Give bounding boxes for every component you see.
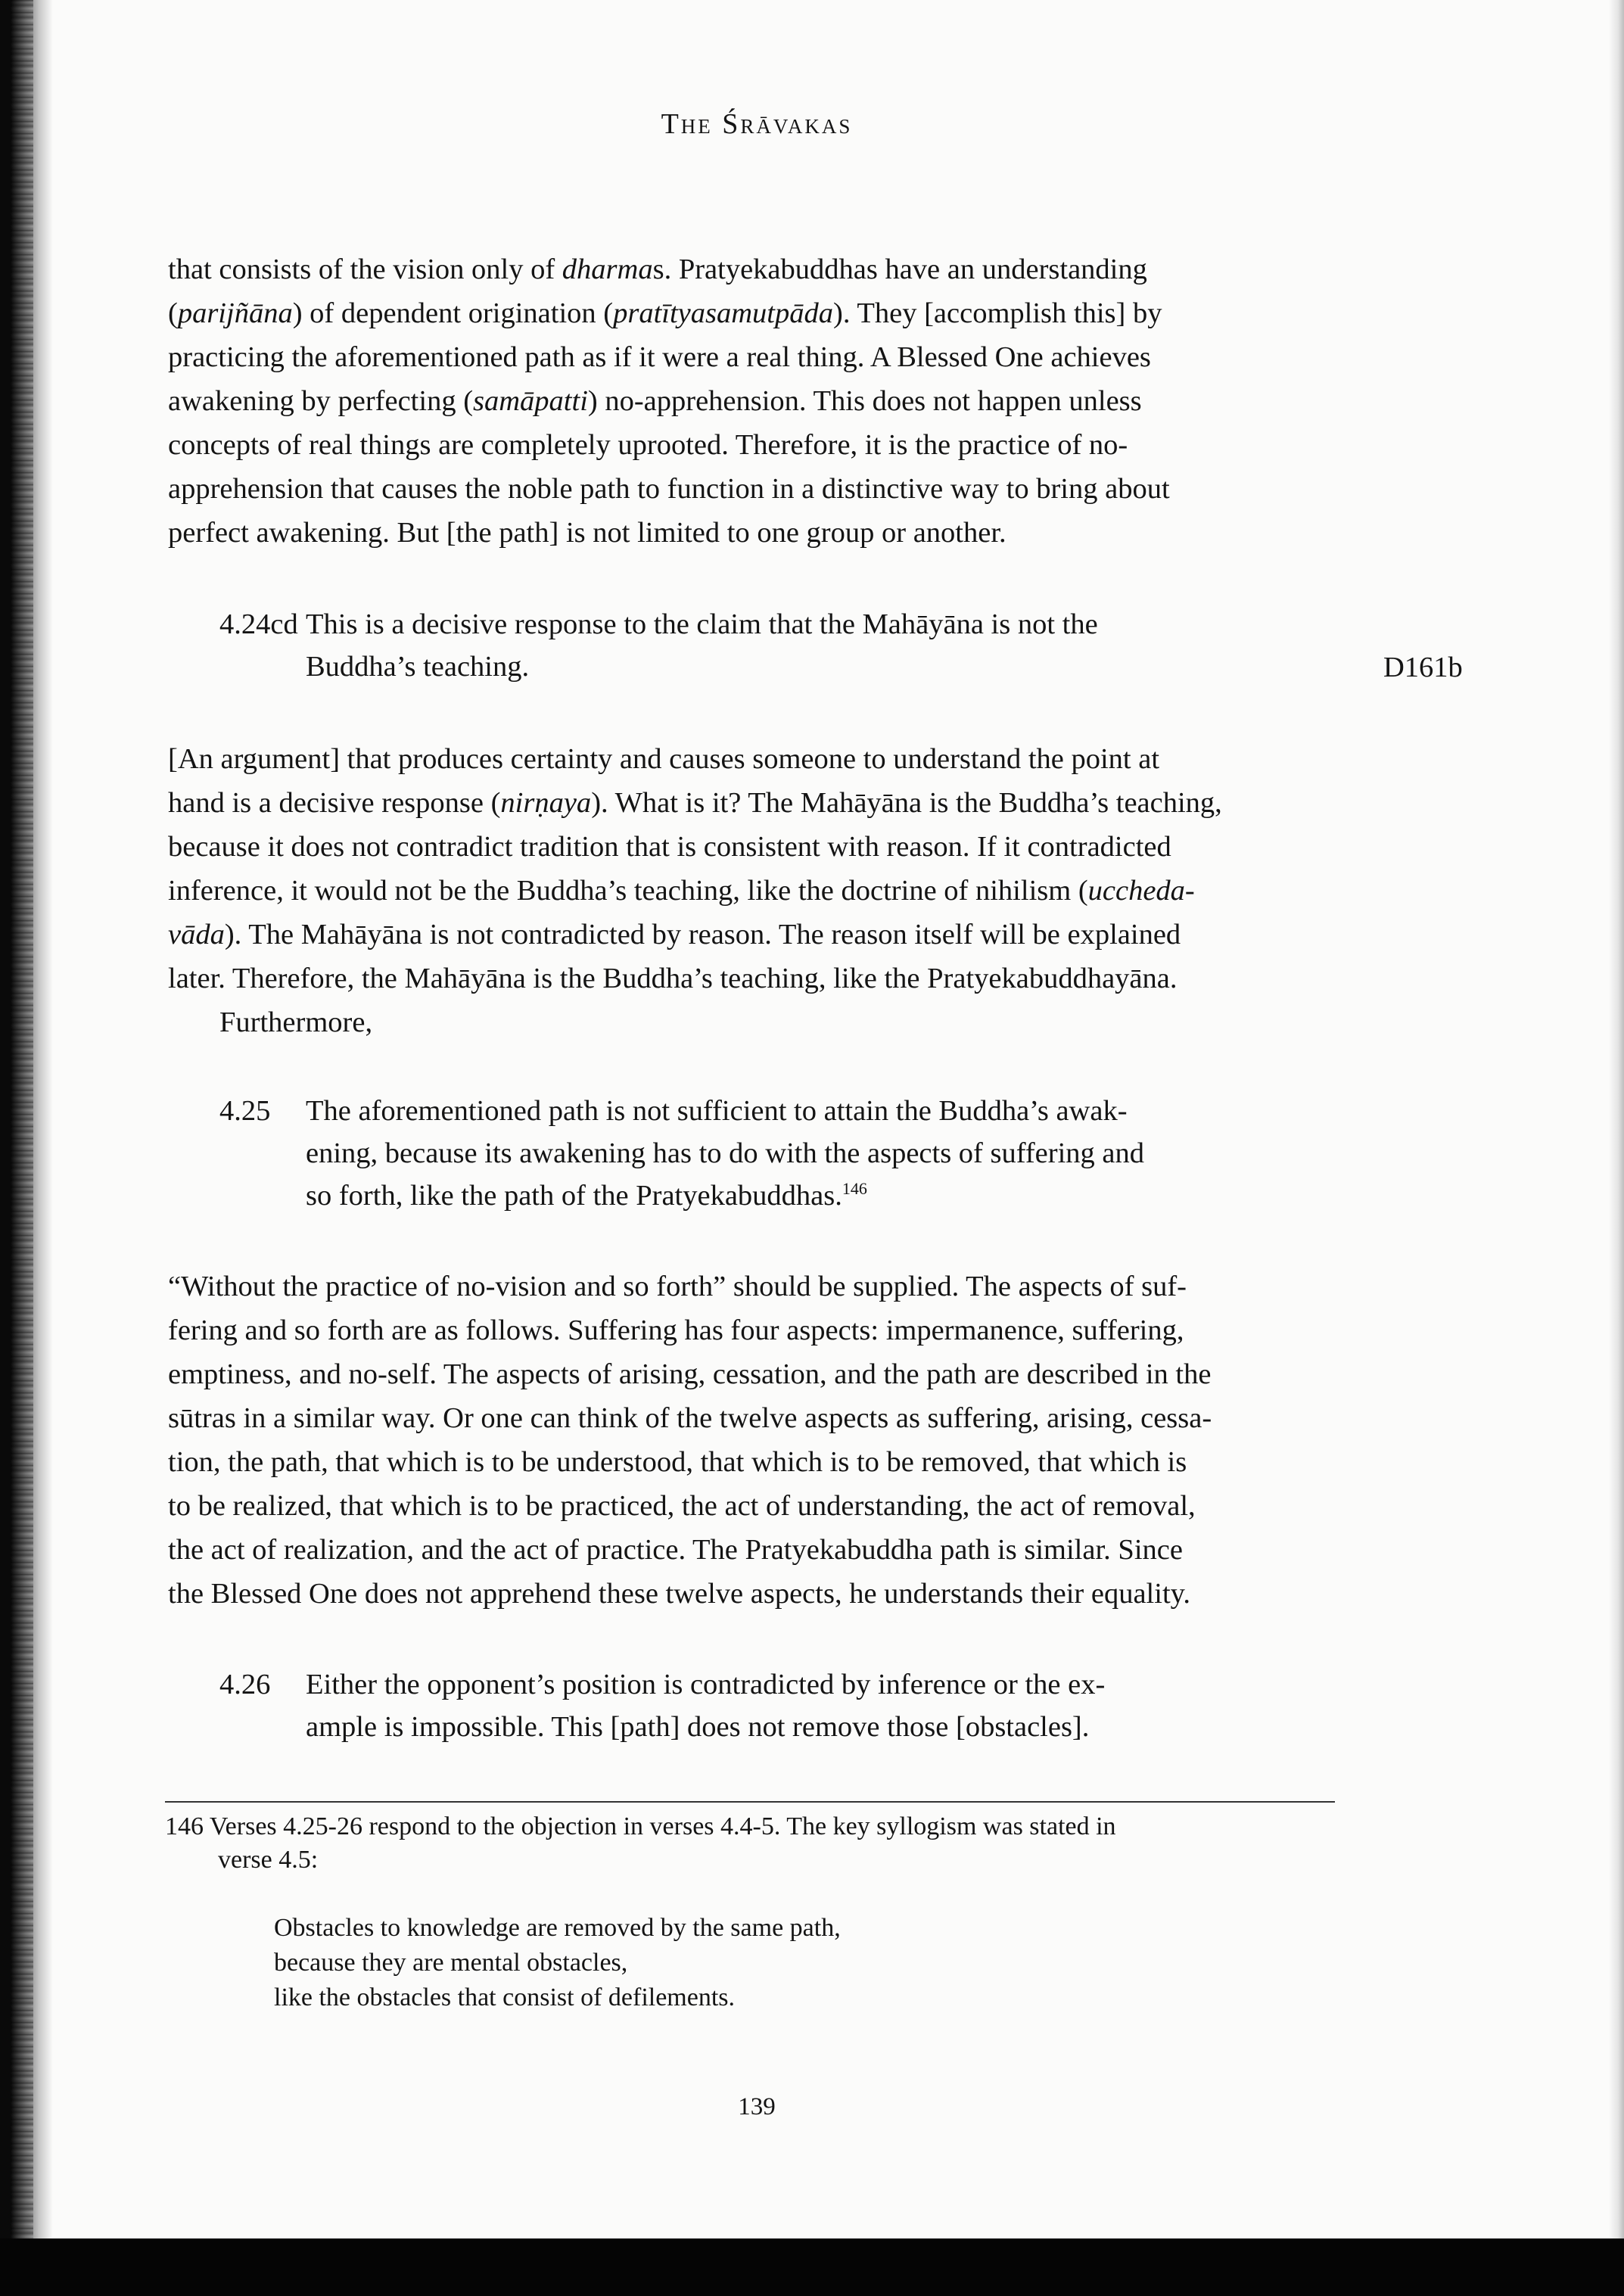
verse-number: 4.24cd	[219, 608, 298, 640]
verse-line: Buddha’s teaching.	[306, 651, 530, 683]
para3-line: “Without the practice of no-vision and so forth” should be supplied. The aspects of suf-	[168, 1271, 1187, 1302]
verse-line: Either the opponent’s position is contradicted by inference or the ex-	[306, 1669, 1106, 1700]
para1-line: (parijñāna) of dependent origination (pratītyasamutpāda). They [accomplish this] by	[168, 297, 1162, 329]
verse-4-26	[219, 1663, 1279, 1748]
footnote-syllogism	[274, 1911, 841, 2015]
scan-bottom-edge	[0, 2238, 1624, 2296]
para1-line: perfect awakening. But [the path] is not limited to one group or another.	[168, 517, 1006, 549]
para2-line: later. Therefore, the Mahāyāna is the Buddha’s teaching, like the Pratyekabuddhayāna.	[168, 963, 1178, 994]
verse-4-24cd	[219, 603, 1279, 688]
page-number: 139	[738, 2093, 776, 2120]
verse-line: ample is impossible. This [path] does not remove those [obstacles].	[306, 1711, 1090, 1743]
syllogism-line: because they are mental obstacles,	[274, 1949, 628, 1977]
para3-line: fering and so forth are as follows. Suffering has four aspects: impermanence, suffering,	[168, 1314, 1184, 1346]
para1-line: concepts of real things are completely uprooted. Therefore, it is the practice of no-	[168, 429, 1128, 461]
marginal-reference: D161b	[1383, 652, 1463, 683]
para1-line: that consists of the vision only of dharmas. Pratyekabuddhas have an understanding	[168, 254, 1147, 285]
running-head: The Śrāvakas	[661, 108, 853, 140]
verse-line: This is a decisive response to the claim that the Mahāyāna is not the	[306, 608, 1098, 640]
verse-line: The aforementioned path is not sufficient to attain the Buddha’s awak-	[306, 1095, 1128, 1127]
para2-line: hand is a decisive response (nirṇaya). What is it? The Mahāyāna is the Buddha’s teaching,	[168, 787, 1222, 819]
para1-line: practicing the aforementioned path as if it were a real thing. A Blessed One achieves	[168, 341, 1151, 373]
para3-line: tion, the path, that which is to be understood, that which is to be removed, that which is	[168, 1446, 1187, 1478]
verse-number: 4.25	[219, 1095, 271, 1127]
footnote-146	[165, 1810, 1335, 1877]
para3-line: to be realized, that which is to be practiced, the act of understanding, the act of removal,	[168, 1490, 1196, 1522]
syllogism-line: Obstacles to knowledge are removed by the same path,	[274, 1914, 841, 1942]
para1-line: apprehension that causes the noble path to function in a distinctive way to bring about	[168, 473, 1170, 505]
footnote-line: verse 4.5:	[218, 1846, 319, 1874]
para2-line: vāda). The Mahāyāna is not contradicted by reason. The reason itself will be explained	[168, 919, 1181, 950]
verse-line: so forth, like the path of the Pratyekabuddhas.$^{146}$	[306, 1179, 867, 1212]
para3-line: the act of realization, and the act of practice. The Pratyekabuddha path is similar. Since	[168, 1534, 1183, 1566]
binding-edge	[0, 0, 53, 2240]
page-right-edge	[1609, 0, 1624, 2240]
syllogism-line: like the obstacles that consist of defilements.	[274, 1983, 736, 2011]
para3-line: the Blessed One does not apprehend these twelve aspects, he understands their equality.	[168, 1578, 1191, 1610]
paragraph-3	[168, 1265, 1339, 1616]
paragraph-2	[168, 737, 1339, 1044]
paragraph-1	[168, 247, 1339, 555]
verse-number: 4.26	[219, 1669, 271, 1700]
para2-line: inference, it would not be the Buddha’s teaching, like the doctrine of nihilism (uccheda-	[168, 875, 1195, 907]
footnote-rule	[165, 1801, 1335, 1803]
verse-4-25	[219, 1090, 1279, 1217]
para3-line: emptiness, and no-self. The aspects of arising, cessation, and the path are described in the	[168, 1358, 1212, 1390]
para2-line: [An argument] that produces certainty and causes someone to understand the point at	[168, 743, 1160, 775]
para3-line: sūtras in a similar way. Or one can think of the twelve aspects as suffering, arising, cessa-	[168, 1402, 1212, 1434]
para2-line: Furthermore,	[219, 1006, 373, 1038]
footnote-reference[interactable]: 146	[842, 1179, 867, 1198]
verse-line: ening, because its awakening has to do with the aspects of suffering and	[306, 1137, 1145, 1169]
footnote-line: 146 Verses 4.25-26 respond to the objection in verses 4.4-5. The key syllogism was stated in	[165, 1812, 1116, 1840]
para2-line: because it does not contradict tradition that is consistent with reason. If it contradicted	[168, 831, 1171, 863]
para1-line: awakening by perfecting (samāpatti) no-apprehension. This does not happen unless	[168, 385, 1142, 417]
